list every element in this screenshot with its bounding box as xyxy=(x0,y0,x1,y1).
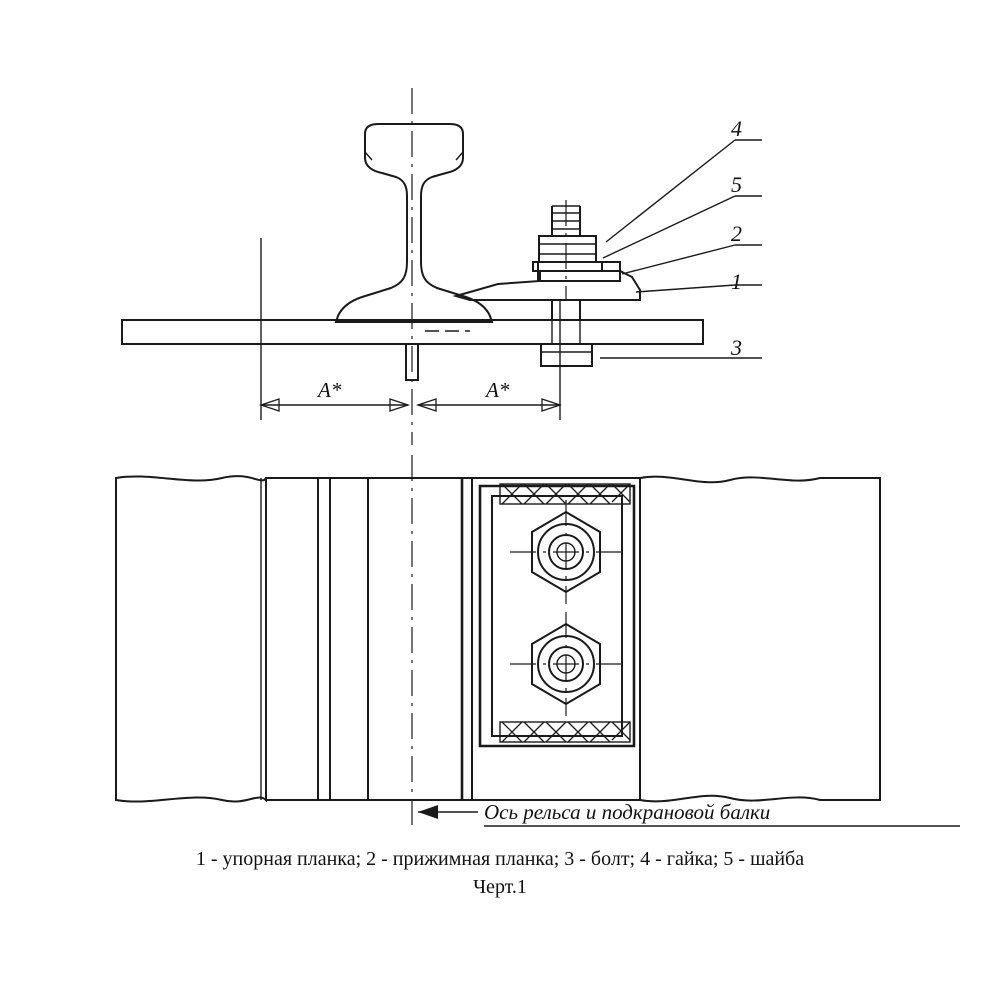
axis-note-arrow xyxy=(418,805,438,819)
washer xyxy=(533,262,602,271)
bolt-plan-upper xyxy=(510,500,622,604)
figure-caption xyxy=(0,845,1000,901)
bolt-in-hole xyxy=(552,320,580,344)
leader-label-1: 1 xyxy=(731,269,742,294)
axis-note-text: Ось рельса и подкрановой балки xyxy=(484,800,771,824)
leader-label-3: 3 xyxy=(731,335,742,360)
beam-right-broken-section xyxy=(640,477,880,802)
leader-label-2: 2 xyxy=(731,221,742,246)
leader-line-5 xyxy=(603,196,735,258)
caption-figure-number: Черт.1 xyxy=(473,876,527,898)
rail-head-detail-right xyxy=(456,152,463,160)
leader-line-2 xyxy=(622,245,735,274)
leader-line-1 xyxy=(636,285,735,292)
leader-label-4: 4 xyxy=(731,116,742,141)
stop-plate xyxy=(456,271,640,300)
flange-left-edge xyxy=(122,320,130,344)
beam-left-broken-section xyxy=(116,476,266,801)
dimension-label-right: A* xyxy=(486,378,510,402)
rail-head-detail-left xyxy=(365,152,372,160)
bolt-shank xyxy=(552,300,580,320)
hatch-strip-bottom xyxy=(500,722,630,742)
bolt-plan-lower xyxy=(510,612,622,716)
beam-plan-body xyxy=(266,478,640,800)
leader-label-5: 5 xyxy=(731,172,742,197)
caption-legend-text: 1 - упорная планка; 2 - прижимная планка; 3 - болт; 4 - гайка; 5 - шайба xyxy=(195,848,805,870)
bolt-head xyxy=(541,344,592,366)
nut xyxy=(539,236,596,262)
clamping-plate-plan-inner xyxy=(492,496,622,736)
dimension-label-left: A* xyxy=(318,378,342,402)
